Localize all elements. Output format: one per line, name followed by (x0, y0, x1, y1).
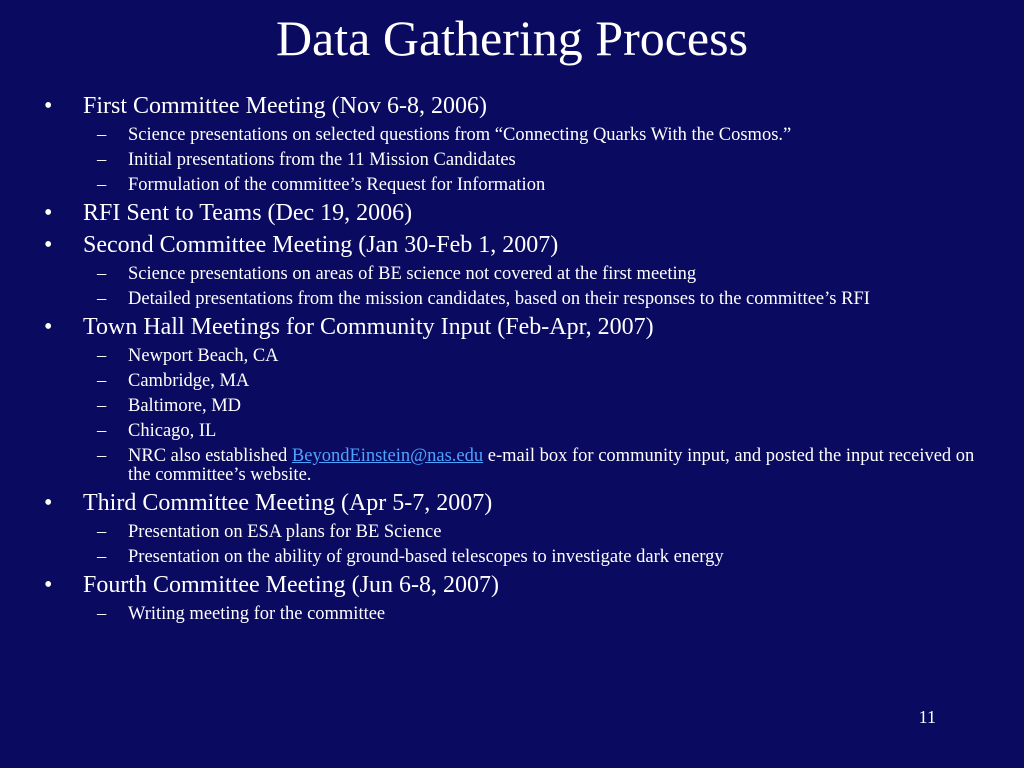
dash-icon: – (97, 522, 107, 542)
bullet-town-hall-meetings (44, 313, 994, 341)
slide-title: Data Gathering Process (275, 10, 749, 66)
bullet-dot-icon: • (44, 232, 53, 258)
sub-item-text: Science presentations on selected questions from “Connecting Quarks With the Cosmos.” (128, 125, 792, 145)
page-number: 11 (918, 707, 936, 727)
sub-item-text: Formulation of the committee’s Request for Information (128, 175, 546, 195)
sub-item (44, 422, 994, 441)
dash-icon: – (97, 547, 107, 567)
bullet-text: First Committee Meeting (Nov 6-8, 2006) (83, 93, 487, 119)
bullet-dot-icon: • (44, 314, 53, 340)
bullet-dot-icon: • (44, 572, 53, 598)
bullet-fourth-committee-meeting (44, 571, 994, 599)
sub-item-text: Initial presentations from the 11 Mission Candidates (128, 150, 516, 170)
dash-icon: – (97, 604, 107, 624)
sub-item-nrc-email (44, 447, 994, 485)
email-link[interactable]: BeyondEinstein@nas.edu (291, 446, 484, 466)
sub-item (44, 126, 994, 145)
sub-item-text-before: NRC also established (128, 446, 292, 466)
sub-item-text: Presentation on the ability of ground-based telescopes to investigate dark energy (128, 547, 724, 567)
dash-icon: – (97, 446, 107, 466)
sub-item (44, 523, 994, 542)
sub-item (44, 397, 994, 416)
dash-icon: – (97, 150, 107, 170)
sub-item (44, 151, 994, 170)
sub-item (44, 548, 994, 567)
sub-item (44, 176, 994, 195)
dash-icon: – (97, 396, 107, 416)
sub-item-text: Detailed presentations from the mission candidates, based on their responses to the committee’s RFI (128, 289, 870, 309)
bullet-text: Town Hall Meetings for Community Input (Feb-Apr, 2007) (83, 314, 654, 340)
dash-icon: – (97, 264, 107, 284)
dash-icon: – (97, 289, 107, 309)
dash-icon: – (97, 371, 107, 391)
dash-icon: – (97, 175, 107, 195)
sub-item-text: Baltimore, MD (128, 396, 242, 416)
sub-item (44, 605, 994, 624)
bullet-dot-icon: • (44, 93, 53, 119)
sub-item (44, 265, 994, 284)
bullet-third-committee-meeting (44, 489, 994, 517)
bullet-dot-icon: • (44, 490, 53, 516)
bullet-text: Third Committee Meeting (Apr 5-7, 2007) (83, 490, 493, 516)
bullet-text: Second Committee Meeting (Jan 30-Feb 1, 2007) (83, 232, 559, 258)
dash-icon: – (97, 125, 107, 145)
dash-icon: – (97, 346, 107, 366)
sub-item (44, 372, 994, 391)
sub-item-text: Chicago, IL (128, 421, 217, 441)
sub-item-text: Cambridge, MA (128, 371, 250, 391)
bullet-second-committee-meeting (44, 231, 994, 259)
dash-icon: – (97, 421, 107, 441)
sub-item-text: Science presentations on areas of BE science not covered at the first meeting (128, 264, 697, 284)
sub-item (44, 347, 994, 366)
bullet-text: RFI Sent to Teams (Dec 19, 2006) (83, 200, 413, 226)
sub-item-text-after: e-mail box for community input, and posted the input received on the committee’s website. (128, 446, 975, 485)
bullet-text: Fourth Committee Meeting (Jun 6-8, 2007) (83, 572, 499, 598)
sub-item-text: Newport Beach, CA (128, 346, 279, 366)
sub-item (44, 290, 994, 309)
bullet-first-committee-meeting (44, 92, 994, 120)
slide-content (44, 88, 994, 624)
sub-item-text: Writing meeting for the committee (128, 604, 386, 624)
bullet-dot-icon: • (44, 200, 53, 226)
sub-item-text: Presentation on ESA plans for BE Science (128, 522, 442, 542)
bullet-rfi-sent (44, 199, 994, 227)
